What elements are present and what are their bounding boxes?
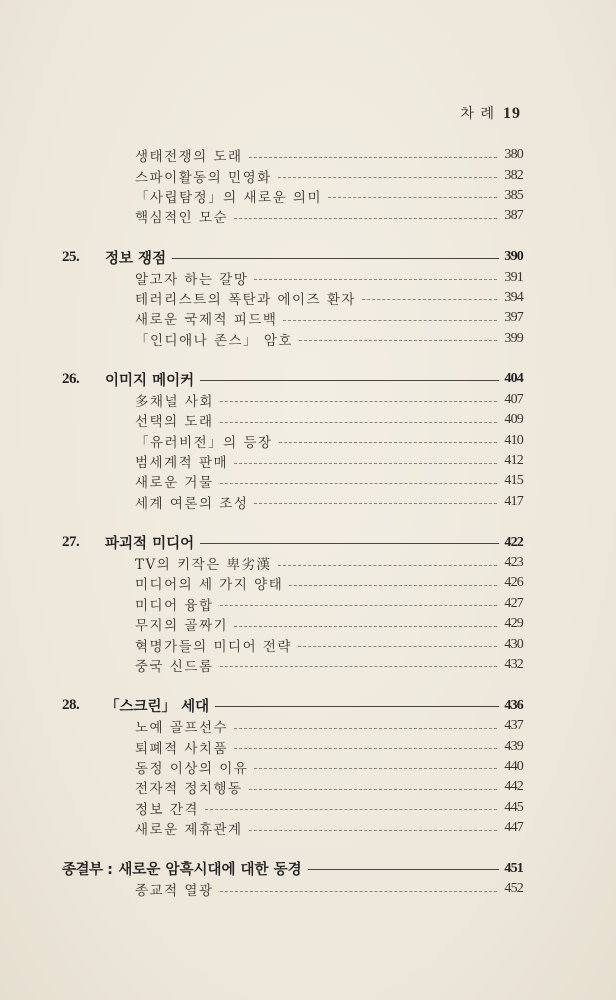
subsection-page-number: 429: [504, 616, 523, 632]
subsection-page-number: 437: [504, 718, 523, 734]
subsection-title: 테러리스트의 폭탄과 에이즈 환자: [135, 291, 356, 308]
chapter-entry[interactable]: [62, 247, 523, 267]
dotted-leader-line: [220, 422, 498, 423]
dotted-leader-line: [220, 605, 498, 606]
dotted-leader-line: [234, 626, 497, 627]
solid-leader-line: [200, 380, 499, 381]
chapter-page-number: 436: [504, 697, 523, 713]
subsection-entry[interactable]: [62, 614, 523, 634]
chapter-title: 「스크린」 세대: [105, 699, 210, 716]
subsection-page-number: 409: [504, 412, 523, 428]
subsection-page-number: 432: [504, 656, 523, 672]
subsection-title: 미디어 융합: [135, 597, 214, 614]
subsection-entry[interactable]: [62, 145, 523, 165]
subsection-page-number: 417: [504, 493, 523, 509]
section-spacer: [62, 512, 523, 532]
chapter-page-number: 390: [504, 249, 523, 265]
subsection-title: 새로운 거물: [135, 475, 214, 492]
chapter-number: 25.: [62, 248, 80, 265]
subsection-page-number: 427: [504, 595, 523, 611]
section-spacer: [62, 838, 523, 858]
chapter-page-number: 422: [504, 534, 523, 550]
subsection-page-number: 382: [504, 167, 523, 183]
dotted-leader-line: [234, 728, 497, 729]
subsection-title: 동정 이상의 이유: [135, 760, 249, 777]
subsection-entry[interactable]: [62, 165, 523, 185]
subsection-page-number: 423: [504, 555, 523, 570]
chapter-title: 새로운 암흑시대에 대한 동경: [118, 862, 302, 879]
chapter-entry[interactable]: [62, 696, 523, 716]
dotted-leader-line: [279, 442, 497, 443]
subsection-entry[interactable]: [62, 594, 523, 614]
subsection-title: 범세계적 판매: [135, 455, 229, 472]
subsection-entry[interactable]: [62, 777, 523, 797]
subsection-entry[interactable]: [62, 329, 523, 349]
chapter-entry[interactable]: [62, 532, 523, 552]
dotted-leader-line: [205, 809, 497, 810]
subsection-entry[interactable]: [62, 655, 523, 675]
dotted-leader-line: [254, 279, 497, 280]
dotted-leader-line: [249, 157, 497, 158]
subsection-entry[interactable]: [62, 736, 523, 756]
subsection-page-number: 426: [504, 575, 523, 591]
chapter-title: 정보 쟁점: [105, 250, 167, 267]
subsection-title: TV의 키작은 卑劣漢: [135, 557, 272, 573]
subsection-page-number: 442: [504, 779, 523, 795]
chapter-title: 파괴적 미디어: [105, 536, 195, 553]
solid-leader-line: [200, 543, 499, 544]
subsection-title: 선택의 도래: [135, 414, 214, 431]
subsection-title: 「사립탐정」의 새로운 의미: [135, 189, 322, 206]
section-spacer: [62, 675, 523, 695]
chapter-number: 28.: [62, 697, 80, 714]
table-of-contents: [62, 145, 523, 899]
subsection-entry[interactable]: [62, 206, 523, 226]
subsection-title: 새로운 국제적 피드백: [135, 312, 278, 329]
dotted-leader-line: [220, 891, 498, 892]
subsection-title: 미디어의 세 가지 양태: [135, 577, 284, 594]
subsection-page-number: 391: [504, 269, 523, 285]
subsection-entry[interactable]: [62, 553, 523, 573]
solid-leader-line: [308, 869, 499, 870]
subsection-page-number: 440: [504, 758, 523, 774]
subsection-title: 「유러비전」의 등장: [135, 434, 273, 451]
solid-leader-line: [172, 258, 499, 259]
subsection-title: 혁명가들의 미디어 전략: [135, 638, 292, 655]
dotted-leader-line: [278, 565, 498, 566]
subsection-page-number: 399: [504, 330, 523, 346]
dotted-leader-line: [254, 503, 497, 504]
subsection-entry[interactable]: [62, 818, 523, 838]
subsection-page-number: 387: [504, 208, 523, 224]
subsection-entry[interactable]: [62, 267, 523, 287]
subsection-page-number: 407: [504, 391, 523, 407]
chapter-number: 종결부 :: [62, 862, 113, 879]
subsection-title: 세계 여론의 조성: [135, 495, 249, 512]
subsection-page-number: 397: [504, 310, 523, 326]
dotted-leader-line: [298, 646, 497, 647]
subsection-entry[interactable]: [62, 288, 523, 308]
subsection-page-number: 430: [504, 636, 523, 652]
subsection-entry[interactable]: [62, 798, 523, 818]
subsection-entry[interactable]: [62, 430, 523, 450]
dotted-leader-line: [249, 789, 497, 790]
subsection-title: 정보 간격: [135, 801, 199, 818]
dotted-leader-line: [328, 197, 497, 198]
subsection-title: 전자적 정치행동: [135, 781, 243, 798]
dotted-leader-line: [234, 218, 497, 219]
dotted-leader-line: [234, 748, 497, 749]
subsection-title: 「인디애나 존스」 암호: [135, 332, 293, 349]
subsection-entry[interactable]: [62, 308, 523, 328]
header-page-number: 19: [503, 105, 521, 122]
subsection-page-number: 385: [504, 187, 523, 203]
dotted-leader-line: [249, 830, 497, 831]
dotted-leader-line: [220, 401, 497, 402]
subsection-page-number: 439: [504, 738, 523, 754]
subsection-title: 노예 골프선수: [135, 720, 229, 737]
dotted-leader-line: [220, 666, 498, 667]
subsection-page-number: 380: [504, 147, 523, 163]
subsection-title: 알고자 하는 갈망: [135, 271, 249, 288]
chapter-entry[interactable]: [62, 859, 523, 879]
header-title: 차 례: [460, 106, 495, 122]
dotted-leader-line: [299, 340, 497, 341]
subsection-page-number: 447: [504, 820, 523, 836]
chapter-entry[interactable]: [62, 369, 523, 389]
subsection-entry[interactable]: [62, 410, 523, 430]
dotted-leader-line: [289, 585, 497, 586]
subsection-page-number: 452: [504, 881, 523, 897]
subsection-entry[interactable]: [62, 879, 523, 899]
dotted-leader-line: [220, 483, 498, 484]
subsection-title: 스파이활동의 민영화: [135, 169, 272, 186]
chapter-page-number: 451: [504, 860, 523, 876]
dotted-leader-line: [234, 463, 497, 464]
chapter-number: 26.: [62, 370, 80, 387]
subsection-page-number: 410: [504, 432, 523, 448]
dotted-leader-line: [278, 177, 497, 178]
subsection-entry[interactable]: [62, 451, 523, 471]
subsection-title: 새로운 제휴관계: [135, 822, 243, 839]
running-header: [461, 103, 522, 123]
chapter-title: 이미지 메이커: [105, 373, 195, 389]
subsection-entry[interactable]: [62, 716, 523, 736]
subsection-title: 무지의 골짜기: [135, 618, 229, 635]
subsection-title: 多채널 사회: [135, 393, 214, 410]
subsection-entry[interactable]: [62, 492, 523, 512]
subsection-title: 핵심적인 모순: [135, 210, 229, 227]
subsection-title: 중국 신드롬: [135, 658, 214, 675]
subsection-title: 생태전쟁의 도래: [135, 149, 243, 166]
subsection-entry[interactable]: [62, 186, 523, 206]
chapter-page-number: 404: [504, 371, 523, 387]
subsection-page-number: 415: [504, 473, 523, 489]
subsection-entry[interactable]: [62, 390, 523, 410]
section-spacer: [62, 349, 523, 369]
chapter-number: 27.: [62, 534, 80, 551]
section-spacer: [62, 227, 523, 247]
subsection-entry[interactable]: [62, 634, 523, 654]
dotted-leader-line: [362, 299, 497, 300]
dotted-leader-line: [254, 768, 497, 769]
subsection-title: 종교적 열광: [135, 883, 214, 900]
subsection-entry[interactable]: [62, 573, 523, 593]
subsection-page-number: 412: [504, 453, 523, 469]
subsection-page-number: 394: [504, 289, 523, 305]
subsection-title: 퇴폐적 사치품: [135, 740, 229, 757]
dotted-leader-line: [283, 320, 497, 321]
subsection-entry[interactable]: [62, 471, 523, 491]
solid-leader-line: [215, 706, 499, 707]
subsection-entry[interactable]: [62, 757, 523, 777]
subsection-page-number: 445: [504, 799, 523, 815]
